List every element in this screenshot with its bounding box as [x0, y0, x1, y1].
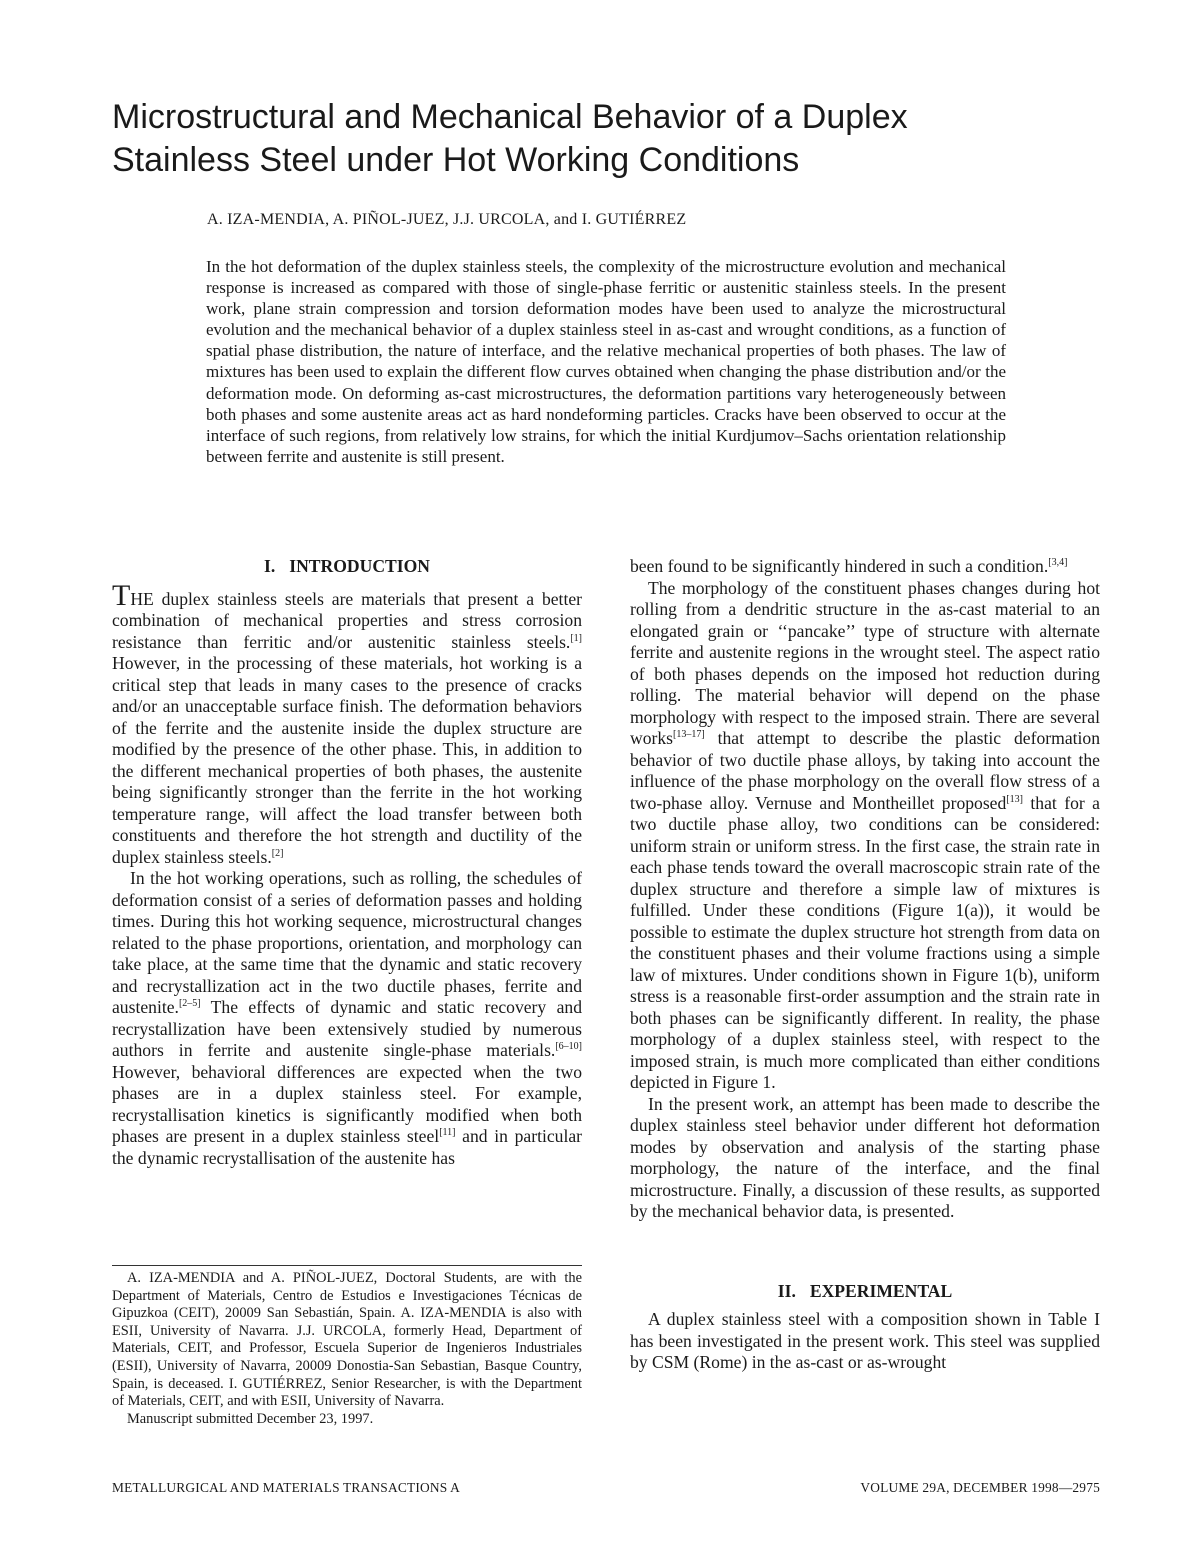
citation: [3,4] [1048, 557, 1068, 568]
abstract: In the hot deformation of the duplex stainless steels, the complexity of the microstructure evolution and mechanical response is increased as compared with those of single-phase ferritic or austenitic stainless steels. In the present work, plane strain compression and torsion deformation modes have been used to analyze the microstructural evolution and the mechanical behavior of a duplex stainless steel in as-cast and wrought conditions, as a function of spatial phase distribution, the nature of interface, and the relative mechanical properties of both phases. The law of mixtures has been used to explain the different flow curves obtained when changing the phase distribution and/or the deformation mode. On deforming as-cast microstructures, the deformation partitions vary heterogeneously between both phases and some austenite areas act as hard nondeforming particles. Cracks have been observed to occur at the interface of such regions, from relatively low strains, for which the initial Kurdjumov–Sachs orientation relationship between ferrite and austenite is still present. [206, 257, 1006, 466]
right-column [630, 556, 1100, 1374]
footnote-affiliations: A. IZA-MENDIA and A. PIÑOL-JUEZ, Doctoral Students, are with the Department of Materials, Centro de Estudios e Investigaciones Técnicas de Gipuzkoa (CEIT), 20009 San Sebastián, Spain. A. IZA-MENDIA is also with ESII, University of Navarra. J.J. URCOLA, formerly Head, Department of Materials, CEIT, and Professor, Escuela Superior de Ingenieros Industriales (ESII), University of Navarra, 20009 Donostia-San Sebastian, Basque Country, Spain, is deceased. I. GUTIÉRREZ, Senior Researcher, is with the Department of Materials, CEIT, and with ESII, University of Navarra. [112, 1270, 582, 1410]
intro-paragraph-2: In the hot working operations, such as rolling, the schedules of deformation consist of a series of deformation passes and holding times. During this hot working sequence, microstructural changes related to the phase proportions, orientation, and morphology can take place, at the same time that the dynamic and static recovery and recrystallization act in the two ductile phases, ferrite and austenite.[2–5] The effects of dynamic and static recovery and recrystallization have been extensively studied by numerous authors in ferrite and austenite single-phase materials.[6–10] However, behavioral differences are expected when the two phases are in a duplex stainless steel. For example, recrystallisation kinetics is significantly modified when both phases are present in a duplex stainless steel[11] and in particular the dynamic recrystallisation of the austenite has [112, 868, 583, 1168]
title-line-1: Microstructural and Mechanical Behavior of a Duplex [112, 98, 908, 136]
citation: [1] [570, 632, 582, 644]
title-line-2: Stainless Steel under Hot Working Conditions [112, 141, 800, 179]
intro-paragraph-4: In the present work, an attempt has been made to describe the duplex stainless steel behavior under different hot deformation modes by observation and analysis of the starting phase morphology, the nature of the interface, and the final microstructure. Finally, a discussion of these results, as supported by the mechanical behavior data, is presented. [630, 1093, 1100, 1221]
section-title: INTRODUCTION [289, 556, 431, 576]
section-title: EXPERIMENTAL [809, 1280, 953, 1301]
citation: [13–17] [673, 729, 705, 740]
footnote-submission-date: Manuscript submitted December 23, 1997. [127, 1410, 374, 1427]
journal-name: METALLURGICAL AND MATERIALS TRANSACTIONS A [112, 1480, 461, 1495]
citation: [6–10] [555, 1041, 582, 1052]
paper-title [112, 96, 1072, 182]
volume-page-number: VOLUME 29A, DECEMBER 1998—2975 [860, 1480, 1100, 1495]
intro-paragraph-1: THE duplex stainless steels are materials that present a better combination of mechanical properties and stress corrosion resistance than ferritic and/or austenitic stainless steels.[1] However, in the processing of these materials, hot working is a critical step that leads in many cases to the presence of cracks and/or an unacceptable surface finish. The deformation behaviors of the ferrite and the austenite inside the duplex structure are modified by the presence of the other phase. This, in addition to the different mechanical properties of both phases, the austenite being significantly stronger than the ferrite in the hot working temperature range, will affect the load transfer between both constituents and therefore the hot strength and ductility of the duplex stainless steels.[2] [112, 578, 582, 867]
citation: [2–5] [178, 998, 201, 1009]
section-heading-introduction [112, 556, 582, 578]
section-heading-experimental [630, 1281, 1100, 1303]
citation: [11] [439, 1127, 456, 1138]
author-list: A. IZA-MENDIA, A. PIÑOL-JUEZ, J.J. URCOLA, and I. GUTIÉRREZ [207, 211, 687, 228]
citation: [13] [1006, 793, 1023, 805]
footnote-divider [112, 1265, 582, 1266]
drop-cap: T [112, 578, 131, 612]
intro-continued-paragraph: been found to be significantly hindered in such a condition.[3,4] [630, 556, 1068, 576]
intro-paragraph-3: The morphology of the constituent phases changes during hot rolling from a dendritic structure in the as-cast material to an elongated grain or ‘‘pancake’’ type of structure with alternate ferrite and austenite regions in the wrought steel. The aspect ratio of both phases depends on the imposed hot reduction during rolling. The material behavior will depend on the phase morphology with respect to the imposed strain. There are several works[13–17] that attempt to describe the plastic deformation behavior of two ductile phase alloys, by taking into account the influence of the phase morphology on the overall flow stress of a two-phase alloy. Vernuse and Montheillet proposed[13] that for a two ductile phase alloy, two conditions can be considered: uniform strain or uniform stress. In the first case, the strain rate in each phase tends toward the overall macroscopic strain rate of the duplex structure and therefore a simple law of mixtures is fulfilled. Under these conditions (Figure 1(a)), it would be possible to estimate the duplex structure hot strength from data on the constituent phases and their volume fractions using a simple law of mixtures. Under conditions shown in Figure 1(b), uniform stress is a reasonable first-order assumption and the strain rate in both phases can be significantly different. In reality, the phase morphology of a duplex stainless steel, with respect to the imposed strain, is much more complicated than either conditions depicted in Figure 1. [630, 577, 1100, 1092]
experimental-paragraph-1: A duplex stainless steel with a composition shown in Table I has been investigated in the present work. This steel was supplied by CSM (Rome) in the as-cast or as-wrought [630, 1309, 1100, 1372]
section-number: II. [777, 1280, 796, 1301]
section-number: I. [263, 556, 276, 576]
author-footnote [112, 1270, 582, 1428]
citation: [2] [271, 847, 284, 859]
left-column [112, 556, 582, 1169]
